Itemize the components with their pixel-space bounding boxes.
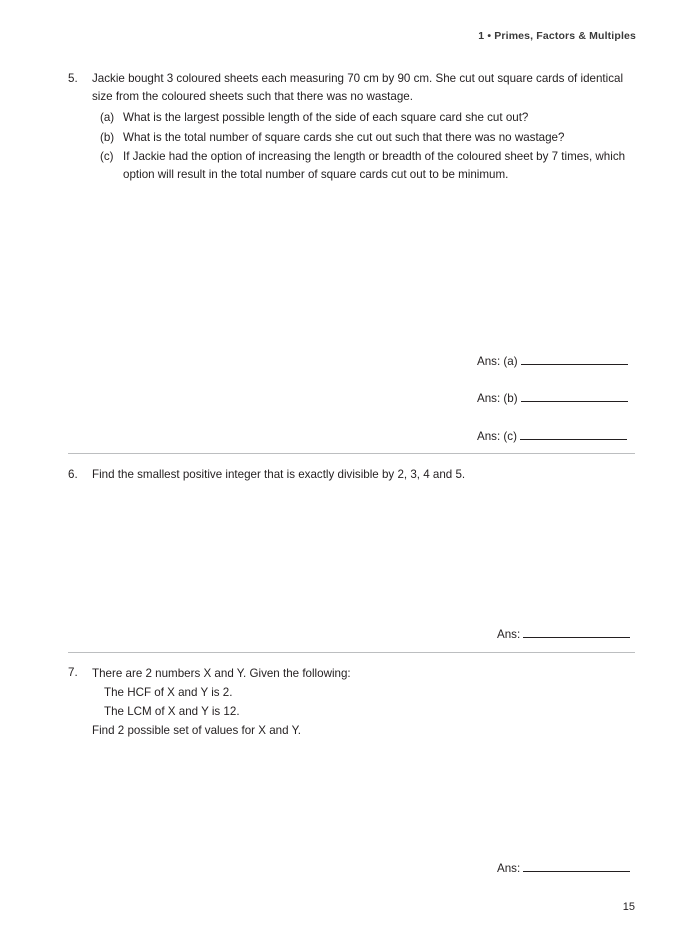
question-7-stem-row bbox=[68, 664, 636, 740]
question-5-part-b-text: What is the total number of square cards she cut out such that there was no wastage? bbox=[123, 130, 565, 144]
divider-after-question-6 bbox=[68, 652, 635, 653]
question-5-stem-row bbox=[68, 70, 636, 186]
question-7-stem: There are 2 numbers X and Y. Given the following: bbox=[92, 667, 351, 680]
answer-line-5b-label: Ans: (b) bbox=[477, 392, 518, 405]
page-number: 15 bbox=[622, 901, 635, 913]
answer-line-5a-rule[interactable] bbox=[521, 353, 628, 365]
question-5-part-a-text: What is the largest possible length of the side of each square card she cut out? bbox=[123, 111, 529, 125]
question-6-number: 6. bbox=[68, 468, 78, 481]
question-6-stem-row bbox=[68, 466, 636, 484]
question-7-number: 7. bbox=[68, 666, 78, 679]
question-6-body bbox=[92, 466, 636, 484]
question-5-part-c bbox=[92, 148, 636, 183]
question-5 bbox=[68, 70, 636, 186]
question-5-number: 5. bbox=[68, 72, 78, 85]
question-5-part-a bbox=[92, 109, 636, 127]
answer-line-5b-rule[interactable] bbox=[521, 390, 628, 402]
question-7-given-lcm: The LCM of X and Y is 12. bbox=[104, 705, 240, 718]
answer-line-7[interactable] bbox=[497, 860, 630, 876]
answer-line-5c-rule[interactable] bbox=[520, 428, 627, 440]
answer-line-6[interactable] bbox=[497, 626, 630, 642]
answer-line-6-label: Ans: bbox=[497, 628, 521, 641]
answer-line-5a[interactable] bbox=[477, 353, 628, 369]
question-7-body bbox=[92, 664, 636, 740]
answer-line-7-label: Ans: bbox=[497, 862, 521, 875]
question-5-subparts bbox=[92, 109, 636, 183]
answer-line-5c[interactable] bbox=[477, 428, 627, 444]
question-5-body bbox=[92, 70, 636, 186]
answer-line-6-rule[interactable] bbox=[523, 626, 630, 638]
divider-after-question-5 bbox=[68, 453, 635, 454]
running-head: 1 • Primes, Factors & Multiples bbox=[478, 30, 636, 42]
question-7-closing: Find 2 possible set of values for X and Y. bbox=[92, 724, 302, 737]
question-7 bbox=[68, 664, 636, 740]
question-5-part-a-label: (a) bbox=[100, 111, 115, 125]
answer-line-5b[interactable] bbox=[477, 390, 628, 406]
question-6-stem: Find the smallest positive integer that is exactly divisible by 2, 3, 4 and 5. bbox=[92, 468, 466, 481]
question-5-stem: Jackie bought 3 coloured sheets each measuring 70 cm by 90 cm. She cut out square cards of identical size from the coloured sheets such that there was no wastage. bbox=[92, 72, 624, 103]
question-5-part-c-text: If Jackie had the option of increasing the length or breadth of the coloured sheet by 7 times, which option will result in the total number of square cards cut out to be minimum. bbox=[123, 150, 626, 181]
answer-line-5a-label: Ans: (a) bbox=[477, 355, 518, 368]
question-6 bbox=[68, 466, 636, 484]
question-5-part-b-label: (b) bbox=[100, 130, 115, 144]
answer-line-7-rule[interactable] bbox=[523, 860, 630, 872]
question-7-given-hcf: The HCF of X and Y is 2. bbox=[104, 686, 233, 699]
question-5-part-c-label: (c) bbox=[100, 150, 114, 164]
answer-line-5c-label: Ans: (c) bbox=[477, 430, 517, 443]
question-5-part-b bbox=[92, 129, 636, 147]
